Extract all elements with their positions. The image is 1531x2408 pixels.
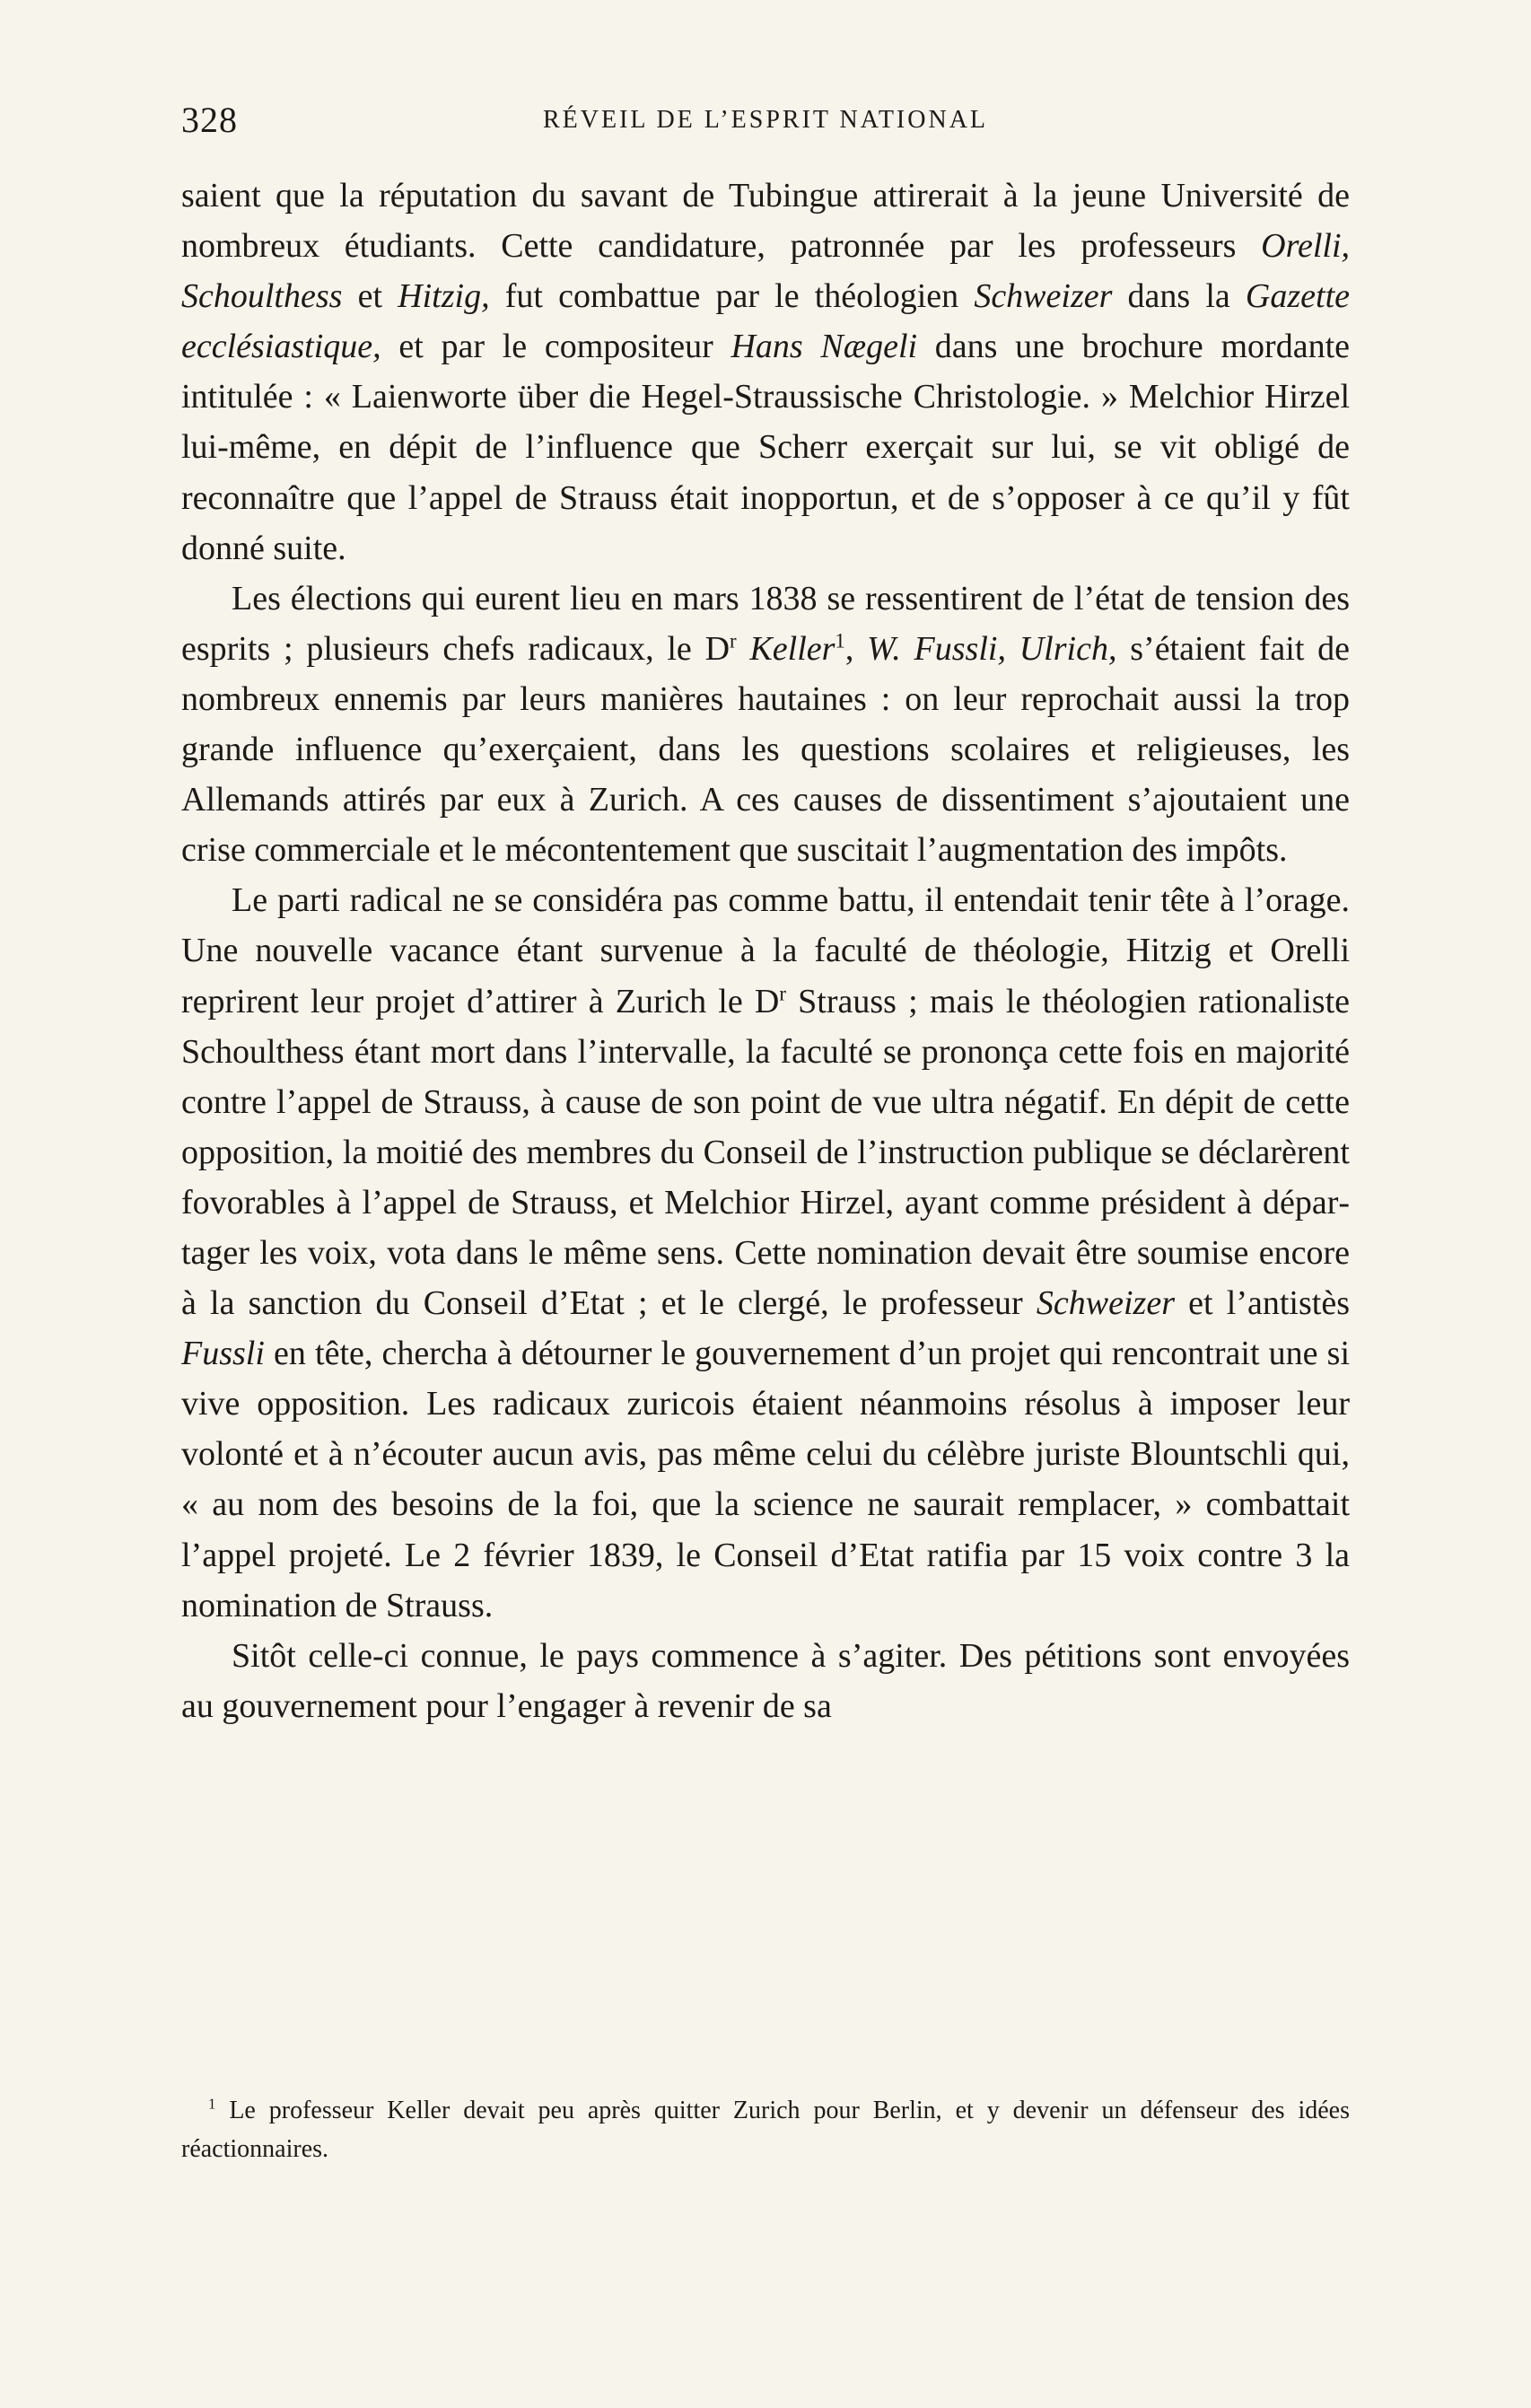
italic-name: Hitzig, [398,277,490,316]
footnote-reference[interactable]: 1 [835,629,845,652]
italic-names: Orelli, Schoulthess [181,227,1350,316]
italic-name: Keller [749,629,835,668]
text-run: s’étaient fait de nombreux ennemis par leurs manières hautaines : on leur reprochait aussi la trop grande influence qu’exerçaient, dans les questions scolaires et religieuses, les Allemands attirés par eux à Zurich. A ces causes de dissentiment s’ajoutaient une crise commerciale et le mécontentement que suscitait l’augmentation des impôts. [181,629,1351,870]
text-run: Strauss ; mais le théologien rationaliste Schoulthess étant mort dans l’intervalle, la faculté se prononça cette fois en majorité contre l’appel de Strauss, à cause de son point de vue ultra négatif. En dépit de cette opposition, la moitié des membres du Conseil de l’instruction publique se déclarèrent fovorables à l’appel de Strauss, et Melchior Hirzel, ayant comme président à départager les voix, vota dans le même sens. Cette nomination devait être soumise encore à la sanction du Conseil d’Etat ; et le clergé, le professeur [181,982,1350,1323]
paragraph-1 [181,171,1350,574]
running-head: RÉVEIL DE L’ESPRIT NATIONAL [542,106,989,134]
text-run: et par le compositeur [381,328,731,366]
footnote-1 [181,2091,1350,2168]
page-header [181,99,1350,153]
footnotes [181,2091,1350,2168]
page-number: 328 [181,100,238,140]
italic-name: Schweizer [1036,1284,1175,1323]
text-run: dans la [1112,277,1246,316]
superscript: r [779,981,786,1004]
text-run: dans une brochure mordante intitulée : « Laienworte über die Hegel-Straussische Christologie. » Melchior Hirzel lui-même, en dépit de l’influence que Scherr exerçait sur lui, se vit obligé de reconnaître que l’appel de Strauss était inopportun, et de s’opposer à ce qu’il y fût donné suite. [181,328,1350,567]
text-run: Les élections qui eurent lieu en mars 1838 se ressentirent de l’état de tension des esprits ; plusieurs chefs radicaux, le D [181,579,1350,668]
footnote-text: Le professeur Keller devait peu après quitter Zurich pour Berlin, et y devenir un défenseur des idées réactionnaires. [181,2097,1350,2163]
italic-name: Fussli [181,1335,265,1373]
text-run: Le parti radical ne se considéra pas comme battu, il entendait tenir tête à l’orage. Une nouvelle vacance étant survenue à la faculté de théologie, Hitzig et Orelli reprirent leur projet d’attirer à Zurich le D [181,881,1350,1020]
text-run: Sitôt celle-ci connue, le pays commence à s’agiter. Des pétitions sont envoyées au gouvernement pour l’engager à revenir de sa [181,1636,1350,1725]
superscript: r [730,629,737,652]
paragraph-2 [181,574,1350,876]
text-run: fut combattue par le théologien [489,277,975,316]
italic-names: W. Fussli, Ulrich, [867,629,1117,668]
text-run: , [844,629,868,668]
footnote-number: 1 [208,2095,216,2113]
text-run: en tête, chercha à détourner le gouvernement d’un projet qui rencontrait une si vive opposition. Les radicaux zuricois étaient néanmoins résolus à imposer leur volonté et à n’écouter aucun avis, pas même celui du célèbre juriste Blountschli qui, « au nom des besoins de la foi, que la science ne saurait remplacer, » combattait l’appel projeté. Le 2 février 1839, le Conseil d’Etat ratifia par 15 voix contre 3 la nomination de Strauss. [181,1335,1350,1624]
paragraph-3 [181,875,1350,1630]
text-run: et [342,277,398,316]
text-run: saient que la réputation du savant de Tubingue attirerait à la jeune Université de nombreux étudiants. Cette candidature, patronnée par les professeurs [181,177,1350,266]
body-text [181,171,1350,1731]
text-run: et l’antistès [1174,1284,1350,1323]
italic-name: Hans Nægeli [731,328,918,366]
paragraph-4 [181,1631,1350,1731]
italic-title: Gazette ecclésiastique, [181,277,1350,366]
italic-name: Schweizer [974,277,1113,316]
